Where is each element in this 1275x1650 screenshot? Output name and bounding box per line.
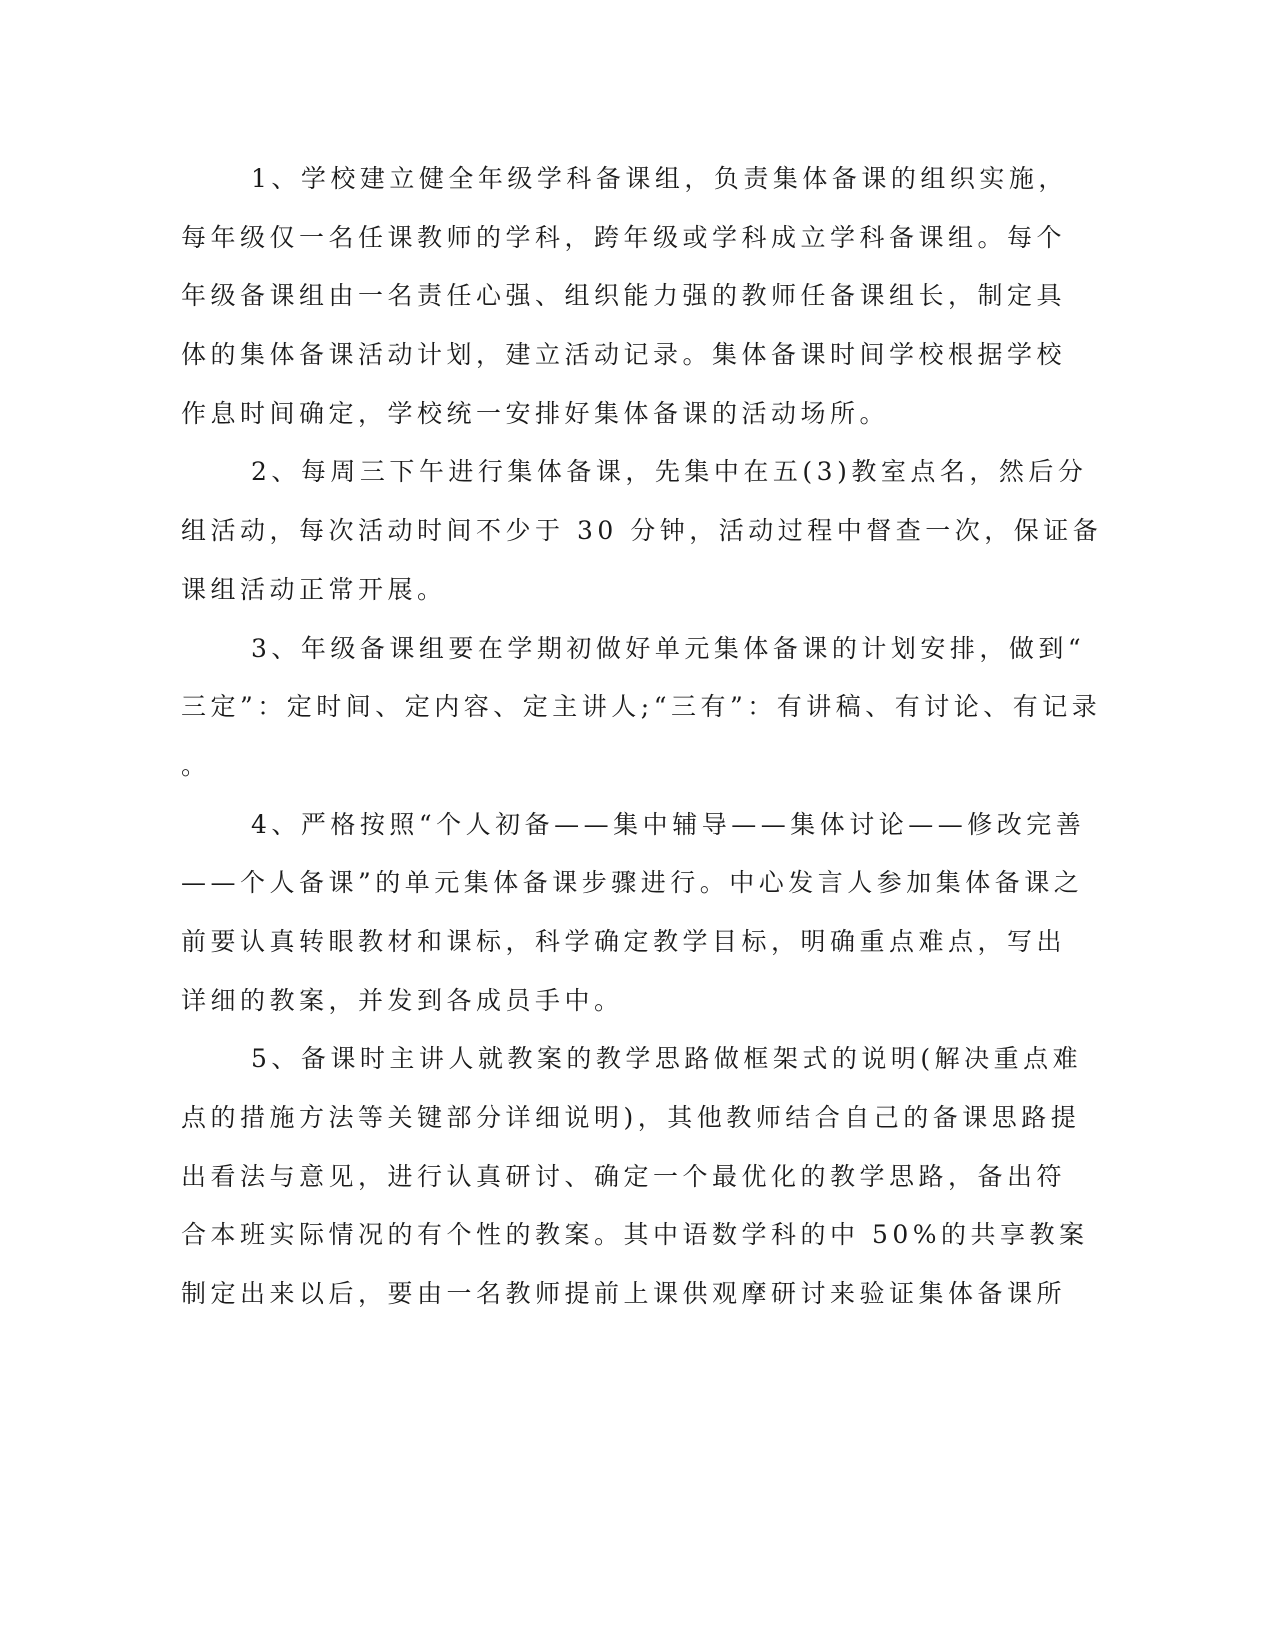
paragraph-line: 详细的教案，并发到各成员手中。 [181,985,624,1015]
paragraph-line: 每年级仅一名任课教师的学科，跨年级或学科成立学科备课组。每个 [181,222,1067,252]
paragraph-line: 。 [181,750,211,780]
paragraph-line: 3、年级备课组要在学期初做好单元集体备课的计划安排，做到“ [251,633,1086,663]
paragraph-4 [181,796,1086,1031]
paragraph-line: 2、每周三下午进行集体备课，先集中在五(3)教室点名，然后分 [251,457,1088,487]
paragraph-3 [181,620,1102,796]
paragraph-line: 三定”：定时间、定内容、定主讲人;“三有”：有讲稿、有讨论、有记录 [181,692,1102,722]
paragraph-line: ——个人备课”的单元集体备课步骤进行。中心发言人参加集体备课之 [181,868,1084,898]
paragraph-line: 作息时间确定，学校统一安排好集体备课的活动场所。 [181,398,890,428]
paragraph-2 [181,443,1103,619]
paragraph-line: 体的集体备课活动计划，建立活动记录。集体备课时间学校根据学校 [181,340,1067,370]
paragraph-5 [181,1030,1089,1323]
paragraph-line: 1、学校建立健全年级学科备课组，负责集体备课的组织实施， [251,164,1068,193]
paragraph-line: 5、备课时主讲人就教案的教学思路做框架式的说明(解决重点难 [251,1044,1083,1074]
paragraph-line: 制定出来以后，要由一名教师提前上课供观摩研讨来验证集体备课所 [181,1279,1067,1309]
paragraph-line: 前要认真转眼教材和课标，科学确定教学目标，明确重点难点，写出 [181,926,1067,956]
paragraph-line: 点的措施方法等关键部分详细说明)，其他教师结合自己的备课思路提 [181,1103,1081,1132]
paragraph-line: 出看法与意见，进行认真研讨、确定一个最优化的教学思路，备出符 [181,1161,1067,1191]
document-body [181,150,1103,1324]
paragraph-line: 4、严格按照“个人初备——集中辅导——集体讨论——修改完善 [251,809,1086,839]
paragraph-1 [181,150,1068,443]
paragraph-line: 合本班实际情况的有个性的教案。其中语数学科的中 50%的共享教案 [181,1220,1089,1250]
paragraph-line: 组活动，每次活动时间不少于 30 分钟，活动过程中督查一次，保证备 [181,516,1103,546]
paragraph-line: 课组活动正常开展。 [181,574,447,604]
paragraph-line: 年级备课组由一名责任心强、组织能力强的教师任备课组长，制定具 [181,281,1067,311]
